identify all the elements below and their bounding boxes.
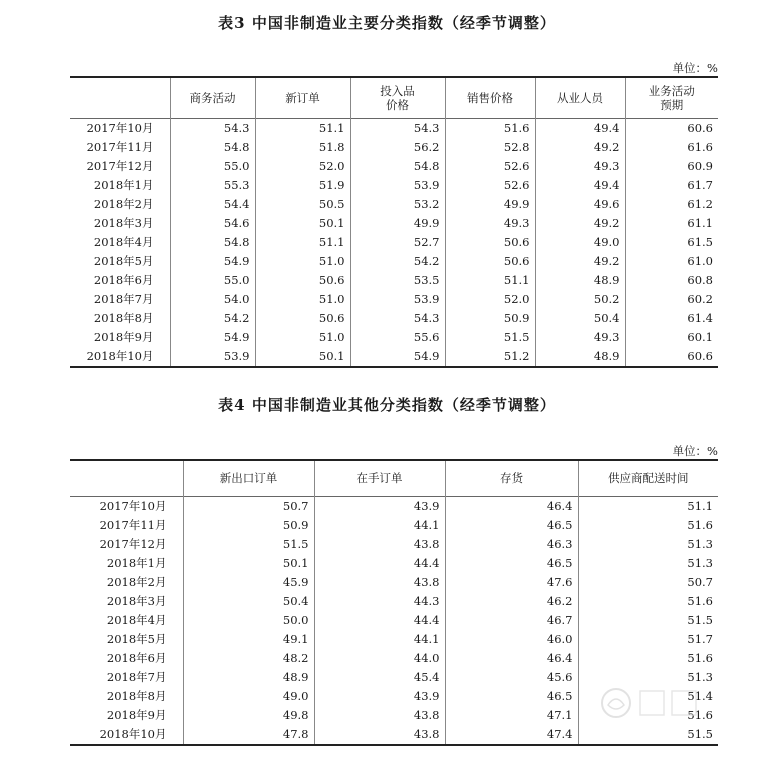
table-cell: 61.7 bbox=[625, 176, 718, 195]
table-cell: 45.4 bbox=[314, 668, 445, 687]
table-row bbox=[70, 592, 718, 611]
table-cell: 54.8 bbox=[170, 233, 255, 252]
table-cell: 49.4 bbox=[535, 118, 625, 138]
row-label: 2018年7月 bbox=[93, 291, 154, 306]
table-row bbox=[70, 118, 718, 138]
row-label: 2018年2月 bbox=[106, 574, 167, 589]
table-row bbox=[70, 328, 718, 347]
table-cell: 60.1 bbox=[625, 328, 718, 347]
table-cell: 46.2 bbox=[445, 592, 578, 611]
row-label: 2018年9月 bbox=[93, 329, 154, 344]
table3-corner bbox=[70, 77, 170, 118]
table-cell: 54.6 bbox=[170, 214, 255, 233]
table-cell: 49.0 bbox=[183, 687, 314, 706]
table-row bbox=[70, 516, 718, 535]
table-cell: 50.1 bbox=[255, 214, 350, 233]
table-cell: 43.9 bbox=[314, 687, 445, 706]
table-cell: 43.8 bbox=[314, 573, 445, 592]
table-cell: 50.4 bbox=[183, 592, 314, 611]
table-cell: 49.6 bbox=[535, 195, 625, 214]
table-cell: 54.0 bbox=[170, 290, 255, 309]
table-cell: 54.8 bbox=[170, 138, 255, 157]
table-cell: 50.7 bbox=[183, 496, 314, 516]
table-cell: 51.1 bbox=[255, 118, 350, 138]
table-cell: 54.3 bbox=[350, 118, 445, 138]
row-label: 2017年11月 bbox=[99, 517, 167, 532]
table-cell: 54.9 bbox=[170, 252, 255, 271]
table-cell: 49.2 bbox=[535, 138, 625, 157]
table-cell: 61.6 bbox=[625, 138, 718, 157]
table-cell: 50.6 bbox=[445, 233, 535, 252]
table-cell: 50.2 bbox=[535, 290, 625, 309]
table-cell: 51.1 bbox=[445, 271, 535, 290]
table-row bbox=[70, 176, 718, 195]
table-row bbox=[70, 347, 718, 367]
row-label: 2018年3月 bbox=[106, 593, 167, 608]
table-cell: 51.3 bbox=[578, 668, 718, 687]
table-cell: 50.6 bbox=[255, 271, 350, 290]
table-cell: 53.5 bbox=[350, 271, 445, 290]
row-label: 2018年4月 bbox=[93, 234, 154, 249]
table3-header-row bbox=[70, 77, 718, 118]
table3-col-header: 从业人员 bbox=[535, 77, 625, 118]
row-label: 2018年8月 bbox=[106, 688, 167, 703]
table-cell: 48.9 bbox=[535, 347, 625, 367]
table-cell: 51.5 bbox=[578, 611, 718, 630]
table3-title: 表3 中国非制造业主要分类指数（经季节调整） bbox=[218, 14, 556, 32]
table-cell: 47.6 bbox=[445, 573, 578, 592]
table-cell: 49.3 bbox=[535, 328, 625, 347]
table-cell: 50.1 bbox=[183, 554, 314, 573]
table-cell: 49.2 bbox=[535, 252, 625, 271]
table-cell: 51.6 bbox=[578, 592, 718, 611]
table-cell: 54.9 bbox=[170, 328, 255, 347]
table-cell: 54.2 bbox=[350, 252, 445, 271]
table-cell: 49.4 bbox=[535, 176, 625, 195]
table-cell: 54.8 bbox=[350, 157, 445, 176]
table-row bbox=[70, 573, 718, 592]
table-cell: 44.4 bbox=[314, 554, 445, 573]
row-label: 2017年12月 bbox=[86, 158, 154, 173]
table-cell: 50.5 bbox=[255, 195, 350, 214]
table4-header-row bbox=[70, 460, 718, 496]
table3-col-header: 投入品 价格 bbox=[350, 77, 445, 118]
table-cell: 43.9 bbox=[314, 496, 445, 516]
table-cell: 44.1 bbox=[314, 630, 445, 649]
table-row bbox=[70, 496, 718, 516]
table-cell: 51.0 bbox=[255, 290, 350, 309]
table-row bbox=[70, 554, 718, 573]
table-cell: 49.8 bbox=[183, 706, 314, 725]
row-label: 2017年10月 bbox=[86, 120, 154, 135]
row-label: 2017年10月 bbox=[99, 498, 167, 513]
table-cell: 60.6 bbox=[625, 347, 718, 367]
table-row bbox=[70, 157, 718, 176]
table-cell: 51.5 bbox=[578, 725, 718, 745]
table-cell: 51.6 bbox=[578, 649, 718, 668]
watermark-icon bbox=[596, 683, 706, 723]
table-cell: 52.6 bbox=[445, 157, 535, 176]
table-cell: 46.4 bbox=[445, 496, 578, 516]
row-label: 2018年7月 bbox=[106, 669, 167, 684]
table-cell: 51.1 bbox=[255, 233, 350, 252]
table-cell: 50.9 bbox=[445, 309, 535, 328]
table-row bbox=[70, 309, 718, 328]
table-cell: 52.7 bbox=[350, 233, 445, 252]
table-cell: 51.9 bbox=[255, 176, 350, 195]
table3-col-header: 业务活动 预期 bbox=[625, 77, 718, 118]
table-row bbox=[70, 214, 718, 233]
table-cell: 43.8 bbox=[314, 535, 445, 554]
table3 bbox=[70, 76, 718, 368]
table-cell: 46.0 bbox=[445, 630, 578, 649]
table-cell: 61.4 bbox=[625, 309, 718, 328]
table-cell: 46.3 bbox=[445, 535, 578, 554]
table-row bbox=[70, 195, 718, 214]
table-cell: 53.9 bbox=[350, 290, 445, 309]
table-cell: 56.2 bbox=[350, 138, 445, 157]
table-row bbox=[70, 233, 718, 252]
table4-col-header: 存货 bbox=[445, 460, 578, 496]
table-cell: 51.3 bbox=[578, 535, 718, 554]
table-cell: 51.8 bbox=[255, 138, 350, 157]
table3-body bbox=[70, 118, 718, 367]
table-cell: 53.2 bbox=[350, 195, 445, 214]
table-cell: 53.9 bbox=[170, 347, 255, 367]
table-cell: 51.0 bbox=[255, 252, 350, 271]
table-cell: 43.8 bbox=[314, 706, 445, 725]
table-cell: 45.9 bbox=[183, 573, 314, 592]
table-cell: 61.1 bbox=[625, 214, 718, 233]
table-cell: 49.3 bbox=[535, 157, 625, 176]
table4-corner bbox=[70, 460, 183, 496]
table3-col-header: 商务活动 bbox=[170, 77, 255, 118]
table-cell: 51.4 bbox=[578, 687, 718, 706]
table-cell: 50.7 bbox=[578, 573, 718, 592]
table-cell: 51.3 bbox=[578, 554, 718, 573]
table4-unit: 单位：% bbox=[672, 444, 718, 458]
row-label: 2018年9月 bbox=[106, 707, 167, 722]
row-label: 2018年2月 bbox=[93, 196, 154, 211]
table-cell: 50.6 bbox=[445, 252, 535, 271]
table-cell: 60.9 bbox=[625, 157, 718, 176]
table-cell: 51.0 bbox=[255, 328, 350, 347]
table-cell: 52.0 bbox=[255, 157, 350, 176]
watermark-logo bbox=[596, 683, 706, 723]
table4-col-header: 供应商配送时间 bbox=[578, 460, 718, 496]
table-cell: 51.1 bbox=[578, 496, 718, 516]
table-cell: 61.2 bbox=[625, 195, 718, 214]
table-cell: 44.0 bbox=[314, 649, 445, 668]
table-cell: 55.0 bbox=[170, 157, 255, 176]
table-cell: 54.4 bbox=[170, 195, 255, 214]
table-cell: 54.3 bbox=[170, 118, 255, 138]
table-cell: 55.6 bbox=[350, 328, 445, 347]
table-cell: 53.9 bbox=[350, 176, 445, 195]
row-label: 2018年5月 bbox=[106, 631, 167, 646]
row-label: 2018年5月 bbox=[93, 253, 154, 268]
table-cell: 46.5 bbox=[445, 687, 578, 706]
table-cell: 61.5 bbox=[625, 233, 718, 252]
table-cell: 55.3 bbox=[170, 176, 255, 195]
table-cell: 46.7 bbox=[445, 611, 578, 630]
table-cell: 60.8 bbox=[625, 271, 718, 290]
table-cell: 54.3 bbox=[350, 309, 445, 328]
table-cell: 44.4 bbox=[314, 611, 445, 630]
table-cell: 50.0 bbox=[183, 611, 314, 630]
table-cell: 50.6 bbox=[255, 309, 350, 328]
row-label: 2018年10月 bbox=[99, 726, 167, 741]
row-label: 2017年11月 bbox=[86, 139, 154, 154]
table-cell: 52.8 bbox=[445, 138, 535, 157]
table-row bbox=[70, 725, 718, 745]
table-row bbox=[70, 630, 718, 649]
table-row bbox=[70, 535, 718, 554]
table-cell: 51.6 bbox=[445, 118, 535, 138]
row-label: 2018年1月 bbox=[106, 555, 167, 570]
table-cell: 49.3 bbox=[445, 214, 535, 233]
table-cell: 44.1 bbox=[314, 516, 445, 535]
table-cell: 49.9 bbox=[445, 195, 535, 214]
table-cell: 46.5 bbox=[445, 516, 578, 535]
table-cell: 51.5 bbox=[445, 328, 535, 347]
row-label: 2018年3月 bbox=[93, 215, 154, 230]
table-cell: 52.6 bbox=[445, 176, 535, 195]
table-cell: 52.0 bbox=[445, 290, 535, 309]
table-cell: 51.6 bbox=[578, 516, 718, 535]
table-cell: 54.2 bbox=[170, 309, 255, 328]
table-cell: 51.7 bbox=[578, 630, 718, 649]
table-cell: 44.3 bbox=[314, 592, 445, 611]
table-cell: 61.0 bbox=[625, 252, 718, 271]
table-row bbox=[70, 138, 718, 157]
table-cell: 48.9 bbox=[535, 271, 625, 290]
table-cell: 43.8 bbox=[314, 725, 445, 745]
table-cell: 51.5 bbox=[183, 535, 314, 554]
table-cell: 54.9 bbox=[350, 347, 445, 367]
table-cell: 49.0 bbox=[535, 233, 625, 252]
table-row bbox=[70, 611, 718, 630]
table3-col-header: 新订单 bbox=[255, 77, 350, 118]
table-cell: 47.1 bbox=[445, 706, 578, 725]
table-cell: 55.0 bbox=[170, 271, 255, 290]
table4-title: 表4 中国非制造业其他分类指数（经季节调整） bbox=[218, 396, 556, 414]
table-cell: 49.2 bbox=[535, 214, 625, 233]
table-row bbox=[70, 271, 718, 290]
row-label: 2018年10月 bbox=[86, 348, 154, 363]
table-cell: 51.6 bbox=[578, 706, 718, 725]
table-row bbox=[70, 649, 718, 668]
table-cell: 47.8 bbox=[183, 725, 314, 745]
table3-col-header: 销售价格 bbox=[445, 77, 535, 118]
table-cell: 49.9 bbox=[350, 214, 445, 233]
table-row bbox=[70, 290, 718, 309]
table-cell: 50.9 bbox=[183, 516, 314, 535]
table-cell: 60.2 bbox=[625, 290, 718, 309]
table-cell: 45.6 bbox=[445, 668, 578, 687]
table-cell: 48.9 bbox=[183, 668, 314, 687]
row-label: 2018年6月 bbox=[106, 650, 167, 665]
table-cell: 60.6 bbox=[625, 118, 718, 138]
table-cell: 51.2 bbox=[445, 347, 535, 367]
table-cell: 50.4 bbox=[535, 309, 625, 328]
table-cell: 50.1 bbox=[255, 347, 350, 367]
table4-col-header: 新出口订单 bbox=[183, 460, 314, 496]
row-label: 2018年8月 bbox=[93, 310, 154, 325]
row-label: 2018年1月 bbox=[93, 177, 154, 192]
table-row bbox=[70, 252, 718, 271]
table-cell: 46.5 bbox=[445, 554, 578, 573]
table3-unit: 单位：% bbox=[672, 61, 718, 75]
table-cell: 47.4 bbox=[445, 725, 578, 745]
row-label: 2018年4月 bbox=[106, 612, 167, 627]
row-label: 2017年12月 bbox=[99, 536, 167, 551]
table-cell: 49.1 bbox=[183, 630, 314, 649]
table-cell: 46.4 bbox=[445, 649, 578, 668]
row-label: 2018年6月 bbox=[93, 272, 154, 287]
table4-col-header: 在手订单 bbox=[314, 460, 445, 496]
table-cell: 48.2 bbox=[183, 649, 314, 668]
